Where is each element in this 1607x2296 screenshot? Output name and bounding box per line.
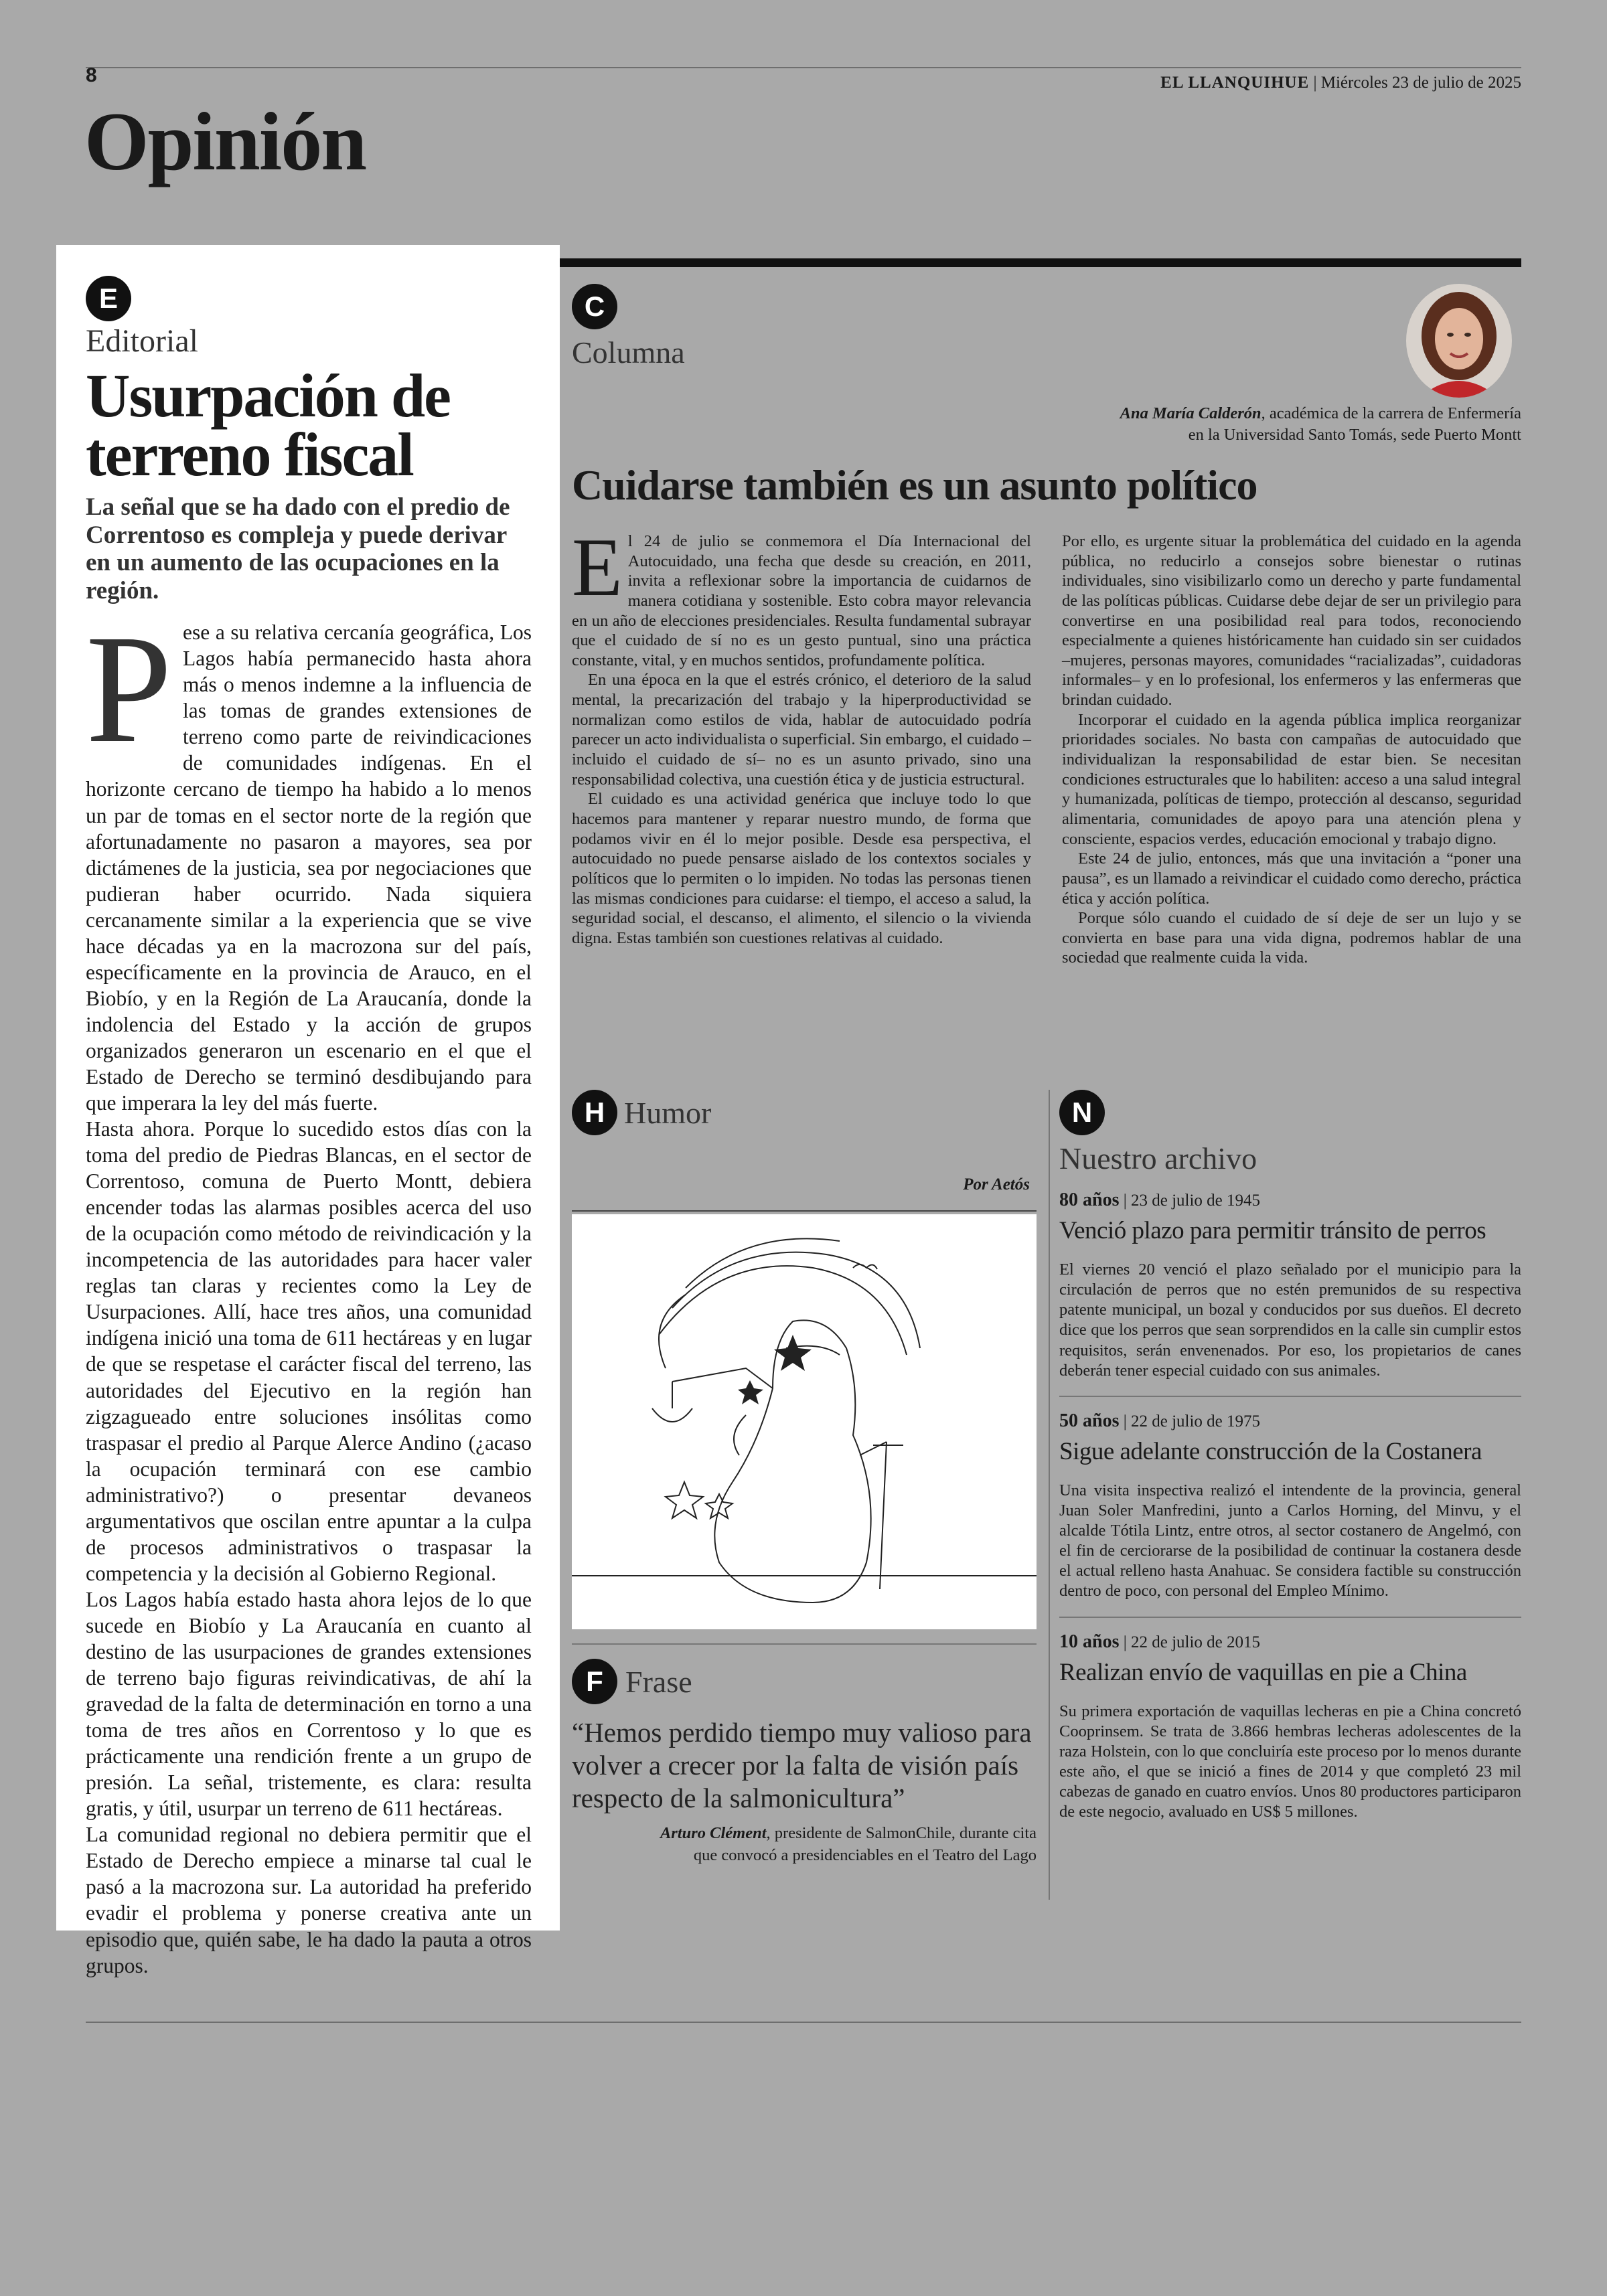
- archive-title: Realizan envío de vaquillas en pie a China: [1059, 1658, 1467, 1686]
- archive-item: [1059, 1176, 1521, 1397]
- editorial-paragraph: La comunidad regional no debiera permitir que el Estado de Derecho empiece a minarse tal cual le pasó a la macrozona sur. La autoridad ha preferido evadir el problema y ponerse creativa ante un episodio que, quién sabe, le ha dado la pauta a otros grupos.: [86, 1823, 532, 1977]
- humor-section: [572, 1090, 1037, 1645]
- archive-badge: N: [1059, 1090, 1105, 1135]
- archive-date-text: | 22 de julio de 1975: [1123, 1412, 1261, 1430]
- archive-date: [1059, 1410, 1521, 1432]
- editorial-badge: E: [86, 276, 131, 321]
- archive-title: Sigue adelante construcción de la Costanera: [1059, 1437, 1482, 1465]
- archive-title: Venció plazo para permitir tránsito de perros: [1059, 1217, 1486, 1244]
- cartoon-illustration: [572, 1214, 1037, 1629]
- column-section: [572, 284, 1521, 967]
- column-paragraph: Porque sólo cuando el cuidado de sí deje de ser un lujo y se convierta en base para una vida digna, podremos hablar de una sociedad que realmente cuida la vida.: [1062, 909, 1521, 967]
- column-title: Cuidarse también es un asunto político: [572, 461, 1257, 509]
- editorial-title: Usurpación de terreno fiscal: [86, 361, 450, 489]
- frase-credit-2: que convocó a presidenciables en el Teatro del Lago: [693, 1846, 1037, 1864]
- author-desc-1: , académica de la carrera de Enfermería: [1261, 404, 1521, 422]
- column-divider: [1049, 1090, 1050, 1900]
- archive-text: El viernes 20 venció el plazo señalado por el municipio para la circulación de perros que no estén premunidos de su respectiva patente municipal, un bozal y conducidos por sus dueños. El decreto dice que los perros que sean sorprendidos en la calle sin cumplir estos requisitos, serán envenenados. Por eso, los propietarios de canes deberán tener especial cuidado con sus animales.: [1059, 1260, 1521, 1380]
- editorial-kicker: Editorial: [86, 323, 198, 359]
- archive-date-text: | 23 de julio de 1945: [1123, 1192, 1261, 1210]
- frase-author: Arturo Clément: [660, 1823, 767, 1842]
- editorial-dropcap: P: [86, 603, 173, 776]
- author-name: Ana María Calderón: [1120, 404, 1261, 422]
- column-paragraph: Incorporar el cuidado en la agenda pública implica reorganizar prioridades sociales. No basta con campañas de autocuidado que individualizan la responsabilidad de estar bien. Se necesitan condiciones estructurales que lo habiliten: acceso a una salud integral y humanizada, políticas de tiempo, protección al descanso, seguridad alimentaria, comunidades de apoyo para una atención plena y consciente, espacios verdes, educación emocional y trabajo digno.: [1062, 710, 1521, 848]
- section-rule: [556, 258, 1521, 267]
- column-paragraph: Por ello, es urgente situar la problemática del cuidado en la agenda pública, no reducirlo a consejos sobre bienestar o rutinas individuales, sino visibilizarlo como un derecho y parte fundamental de las políticas públicas. Cuidarse debe dejar de ser un privilegio para convertirse en una posibilidad real para todos, reconociendo especialmente a quienes históricamente han cuidado sin ser cuidados –mujeres, personas mayores, comunidades “racializadas”, cuidadoras informales– y en lo profesional, los enfermeros y las enfermeras que brindan cuidado.: [1062, 532, 1521, 710]
- editorial-paragraph-text: ese a su relativa cercanía geográfica, Los Lagos había permanecido hasta ahora más o menos indemne a la influencia de las tomas de grandes extensiones de terreno como parte de reivindicaciones de comunidades indígenas. En el horizonte cercano de tiempo ha habido a lo menos un par de tomas en el sector norte de la región que afortunadamente no pasaron a mayores, sea por dictámenes de la justicia, sea por negociaciones que pudieran haber ocurrido. Nada siquiera cercanamente similar a la experiencia que se vive hace décadas ya en la macrozona sur del país, específicamente en la provincia de Arauco, en el Biobío, y en la Región de La Araucanía, donde la indolencia del Estado y la acción de grupos organizados generaron un escenario en el que el Estado de Derecho se terminó desdibujando para que imperara la ley del más fuerte.: [86, 621, 532, 1115]
- column-paragraph: Este 24 de julio, entonces, más que una invitación a “poner una pausa”, es un llamado a reivindicar el cuidado como derecho, práctica ética y acción política.: [1062, 849, 1521, 908]
- archive-years: 50 años: [1059, 1410, 1120, 1431]
- column-text-right: [1062, 531, 1521, 968]
- column-dropcap: E: [572, 521, 623, 613]
- column-text-left: [572, 521, 1031, 948]
- humor-header: [572, 1090, 1037, 1135]
- column-paragraph: [572, 521, 1031, 670]
- frase-kicker: Frase: [625, 1664, 692, 1699]
- frase-section: [572, 1659, 1037, 1866]
- archive-years: 80 años: [1059, 1190, 1120, 1210]
- frase-credit: [572, 1822, 1037, 1866]
- page-number: 8: [86, 64, 97, 86]
- editorial-paragraph: Los Lagos había estado hasta ahora lejos de lo que sucede en Biobío y La Araucanía en cuanto al destino de las usurpaciones de grandes extensiones de terreno bajo figuras reivindicativas, de ahí la gravedad de la falta de determinación en torno a una toma de tres años en Correntoso y lo que es prácticamente una rendición frente a un grupo de presión. La señal, tristemente, es clara: resulta gratis, y útil, usurpar un terreno de 611 hectáreas.: [86, 1587, 532, 1821]
- frase-credit-1: , presidente de SalmonChile, durante cita: [766, 1823, 1037, 1842]
- editorial-subtitle: La señal que se ha dado con el predio de Correntoso es compleja y puede derivar en un aumento de las ocupaciones en la región.: [86, 493, 510, 604]
- column-badge: C: [572, 284, 617, 329]
- humor-badge: H: [572, 1090, 617, 1135]
- humor-rule: [572, 1210, 1037, 1212]
- top-rule: [86, 67, 1521, 68]
- archive-date: [1059, 1631, 1521, 1653]
- paper-name: EL LLANQUIHUE: [1160, 74, 1310, 92]
- editorial-paragraph: Hasta ahora. Porque lo sucedido estos días con la toma del predio de Piedras Blancas, en el sector de Correntoso, comuna de Puerto Montt, debiera encender todas las alarmas posibles acerca del uso de la ocupación como método de reivindicación y la incompetencia de las autoridades para hacer valer reglas tan claras y recientes como la Ley de Usurpaciones. Allí, hace tres años, una comunidad indígena inició una toma de 611 hectáreas y en lugar de que se respetase el carácter fiscal del terreno, las autoridades del Ejecutivo en la región han zigzagueado entre soluciones insólitas como traspasar el predio al Parque Alerce Andino (¿acaso la ocupación terminará con ese cambio administrativo?) o presentar devaneos argumentativos que oscilan entre apuntar a la culpa de procesos administrativos o traspasar la competencia y la decisión al Gobierno Regional.: [86, 1117, 532, 1585]
- editorial-paragraph: [86, 603, 532, 1116]
- author-desc-2: en la Universidad Santo Tomás, sede Puerto Montt: [1188, 425, 1521, 444]
- column-kicker: Columna: [572, 335, 685, 370]
- issue-date: | Miércoles 23 de julio de 2025: [1313, 74, 1521, 92]
- column-paragraph-text: l 24 de julio se conmemora el Día Internacional del Autocuidado, una fecha que desde su creación, en 2011, invita a reflexionar sobre la importancia de cuidarnos de manera cotidiana y sostenible. Esto cobra mayor relevancia en un año de elecciones presidenciales. Resulta fundamental subrayar que el cuidado de sí no es un gesto puntual, sino una práctica constante, vital, y en muchos sentidos, profundamente política.: [572, 532, 1031, 669]
- column-author: [1053, 403, 1521, 446]
- archive-date: [1059, 1190, 1521, 1211]
- archive-kicker: Nuestro archivo: [1059, 1141, 1257, 1175]
- column-paragraph: En una época en la que el estrés crónico, el deterioro de la salud mental, la precarización del trabajo y la hiperproductividad se normalizan como estilos de vida, hablar de autocuidado podría parecer un acto individualista o superficial. Sin embargo, el cuidado –incluido el cuidado de sí– no es un asunto privado, sino una responsabilidad colectiva, una cuestión ética y de justicia estructural.: [572, 671, 1031, 789]
- bottom-rule: [86, 2022, 1521, 2023]
- frase-header: [572, 1659, 1037, 1704]
- archive-years: 10 años: [1059, 1631, 1120, 1652]
- column-paragraph: El cuidado es una actividad genérica que incluye todo lo que hacemos para mantener y reparar nuestro mundo, de forma que podamos vivir en él lo mejor posible. Desde esa perspectiva, el autocuidado no puede pensarse aislado de los contextos sociales y políticos que lo permiten o lo impiden. No todas las personas tienen las mismas condiciones para cuidarse: el tiempo, el acceso a salud, la seguridad social, el descanso, el alimento, el silencio o la vivienda digna. Estas también son cuestiones relativas al cuidado.: [572, 790, 1031, 947]
- humor-bottom-rule: [572, 1643, 1037, 1645]
- masthead-info: [1160, 74, 1521, 92]
- archive-item: [1059, 1397, 1521, 1618]
- author-portrait: [1406, 284, 1512, 398]
- editorial-box: [56, 245, 560, 1977]
- humor-credit: Por Aetós: [963, 1175, 1030, 1194]
- archive-text: Su primera exportación de vaquillas lecheras en pie a China concretó Cooprinsem. Se trata de 3.866 hembras lecheras adolescentes de la raza Holstein, con lo que concluiría este proceso por lo menos durante este año, el que se inició a fines de 2014 y que completó 23 mil cabezas de ganado en cuatro envíos. Unos 80 productores participaron de este negocio, avaluado en US$ 5 millones.: [1059, 1702, 1521, 1821]
- archive-date-text: | 22 de julio de 2015: [1123, 1633, 1261, 1651]
- section-title: Opinión: [84, 96, 366, 187]
- archive-item: [1059, 1618, 1521, 1837]
- frase-badge: F: [572, 1659, 617, 1704]
- archive-section: [1059, 1090, 1521, 1837]
- archive-text: Una visita inspectiva realizó el intendente de la provincia, general Juan Soler Manfredini, junto a Carlos Horning, del Minvu, y el alcalde Tótila Lintz, entre otros, al sector costanero de Angelmó, con el fin de cerciorarse de la posibilidad de continuar la costanera desde el actual relleno hasta Anahuac. Se considera factible su construcción dentro de poco, con personal del Empleo Mínimo.: [1059, 1481, 1521, 1601]
- humor-kicker: Humor: [624, 1095, 712, 1130]
- editorial-body: [86, 603, 532, 1978]
- frase-quote: “Hemos perdido tiempo muy valioso para volver a crecer por la falta de visión país respecto de la salmonicultura”: [572, 1717, 1032, 1814]
